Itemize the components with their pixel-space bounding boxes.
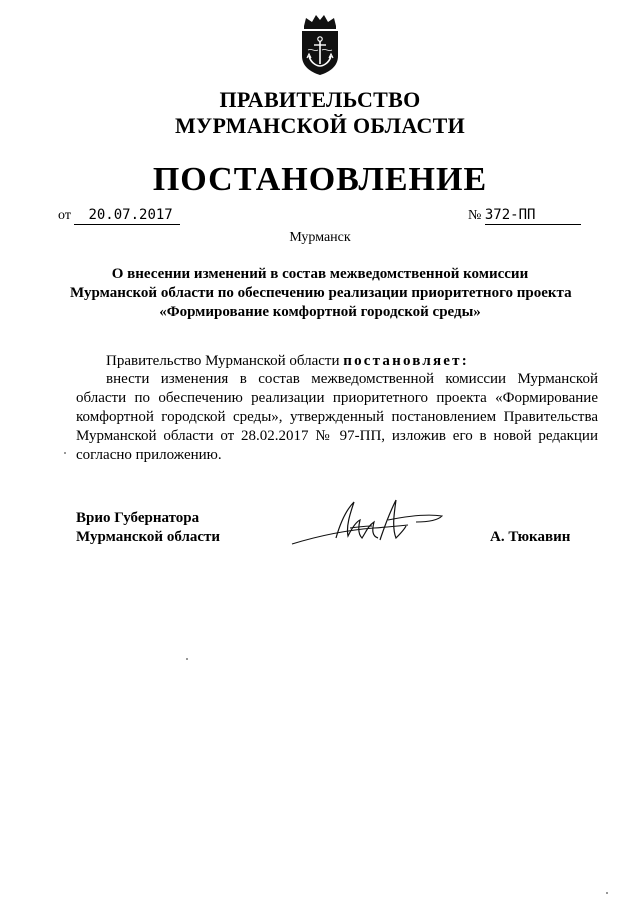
body-line: области по обеспечению реализации приоритетного проекта «Формирование [76, 390, 598, 406]
signer-name: А. Тюкавин [490, 529, 571, 545]
document-type-title: ПОСТАНОВЛЕНИЕ [152, 161, 488, 198]
body-line: согласно приложению. [76, 447, 222, 463]
preamble-decree-word: постановляет: [343, 353, 469, 369]
body-line: комфортной городской среды», утвержденный постановлением Правительства [76, 409, 598, 425]
government-name-line2: МУРМАНСКОЙ ОБЛАСТИ [174, 113, 466, 138]
date-prefix: от [58, 208, 71, 223]
document-date [58, 206, 180, 225]
signature-icon [288, 494, 448, 554]
scan-speck [64, 452, 66, 454]
number-value: 372-ПП [485, 206, 581, 225]
signer-position [76, 509, 220, 547]
body-line: внести изменения в состав межведомственной комиссии Мурманской [106, 371, 598, 387]
subject-line: «Формирование комфортной городской среды» [159, 304, 481, 320]
decree-body [76, 370, 598, 465]
city-name: Мурманск [289, 230, 351, 245]
signer-position-line: Мурманской области [76, 529, 221, 545]
signer-position-line: Врио Губернатора [76, 510, 200, 526]
body-line: Мурманской области от 28.02.2017 № 97-ПП, изложив его в новой редакции [76, 428, 598, 444]
scan-speck [186, 658, 188, 660]
decree-preamble [76, 352, 598, 371]
date-value: 20.07.2017 [74, 206, 180, 225]
scan-speck [606, 892, 608, 894]
coat-of-arms-icon [296, 12, 344, 76]
document-subject [70, 265, 570, 322]
government-name-line1: ПРАВИТЕЛЬСТВО [219, 87, 421, 112]
number-prefix: № [468, 208, 482, 223]
document-number [468, 206, 581, 225]
subject-line: Мурманской области по обеспечению реализации приоритетного проекта [70, 285, 572, 301]
subject-line: О внесении изменений в состав межведомственной комиссии [111, 266, 529, 282]
preamble-lead: Правительство Мурманской области [106, 353, 344, 369]
